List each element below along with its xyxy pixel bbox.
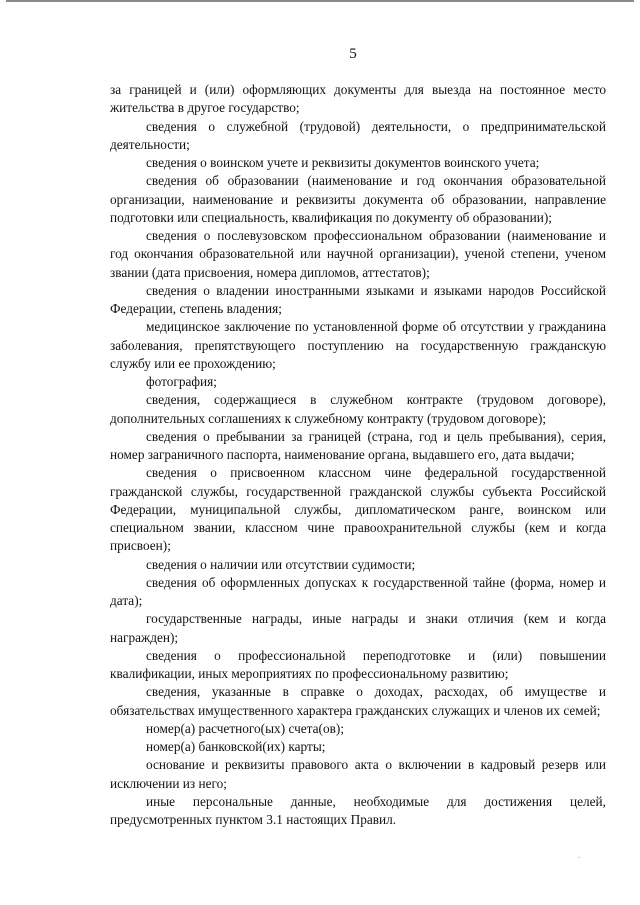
paragraph-photo: фотография;	[146, 374, 217, 389]
paragraph-state-secret-clearance: сведения об оформленных допусках к государственной тайне (форма, номер и дата);	[110, 574, 606, 608]
paragraph-stay-abroad: сведения о пребывании за границей (страна, год и цель пребывания), серия, номер заграничного паспорта, наименование органа, выдавшего его, дата выдачи;	[110, 428, 606, 462]
scan-speck	[578, 857, 580, 858]
paragraph-retraining: сведения о профессиональной переподготовке и (или) повышении квалификации, иных мероприятиях по профессиональному развитию;	[110, 647, 606, 681]
paragraph-employment: сведения о служебной (трудовой) деятельности, о предпринимательской деятельности;	[110, 118, 606, 152]
paragraph-bank-cards: номер(а) банковской(их) карты;	[146, 739, 326, 754]
paragraph-education: сведения об образовании (наименование и год окончания образовательной организации, наименование и реквизиты документа об образовании, направление подготовки или специальность, квалификация по документу об образовании);	[110, 173, 606, 225]
paragraph-military-registration: сведения о воинском учете и реквизиты документов воинского учета;	[146, 155, 540, 170]
document-body	[110, 81, 606, 829]
paragraph-other-personal-data: иные персональные данные, необходимые для достижения целей, предусмотренных пунктом 3.1 настоящих Правил.	[110, 793, 606, 827]
paragraph-languages: сведения о владении иностранными языками и языками народов Российской Федерации, степень владения;	[110, 282, 606, 316]
paragraph-bank-accounts: номер(а) расчетного(ых) счета(ов);	[146, 720, 345, 736]
page-number: 5	[349, 46, 357, 62]
paragraph-class-rank: сведения о присвоенном классном чине федеральной государственной гражданской службы, государственной гражданской службы субъекта Российской Федерации, муниципальной службы, дипломатическом ранге, воинском или специальном звании, классном чине правоохранительной службы (кем и когда присвоен);	[110, 465, 606, 554]
paragraph-awards: государственные награды, иные награды и знаки отличия (кем и когда награжден);	[110, 611, 606, 645]
paragraph-postgraduate-education: сведения о послевузовском профессиональном образовании (наименование и год окончания образовательной или научной организации), ученой степени, ученом звании (дата присвоения, номера дипломов, аттестатов);	[110, 228, 606, 280]
scan-top-edge	[6, 0, 634, 2]
paragraph-income-declaration: сведения, указанные в справке о доходах, расходах, об имуществе и обязательствах имущественного характера гражданских служащих и членов их семей;	[110, 684, 606, 718]
paragraph-criminal-record: сведения о наличии или отсутствии судимости;	[146, 556, 416, 572]
paragraph-service-contract: сведения, содержащиеся в служебном контракте (трудовом договоре), дополнительных соглашениях к служебному контракту (трудовом договоре);	[110, 392, 606, 426]
paragraph-personnel-reserve: основание и реквизиты правового акта о включении в кадровый резерв или исключении из него;	[110, 757, 606, 791]
paragraph-continuation: за границей и (или) оформляющих документы для выезда на постоянное место жительства в другое государство;	[110, 82, 606, 116]
paragraph-medical-certificate: медицинское заключение по установленной форме об отсутствии у гражданина заболевания, препятствующего поступлению на государственную гражданскую службу или ее прохождению;	[110, 319, 606, 371]
